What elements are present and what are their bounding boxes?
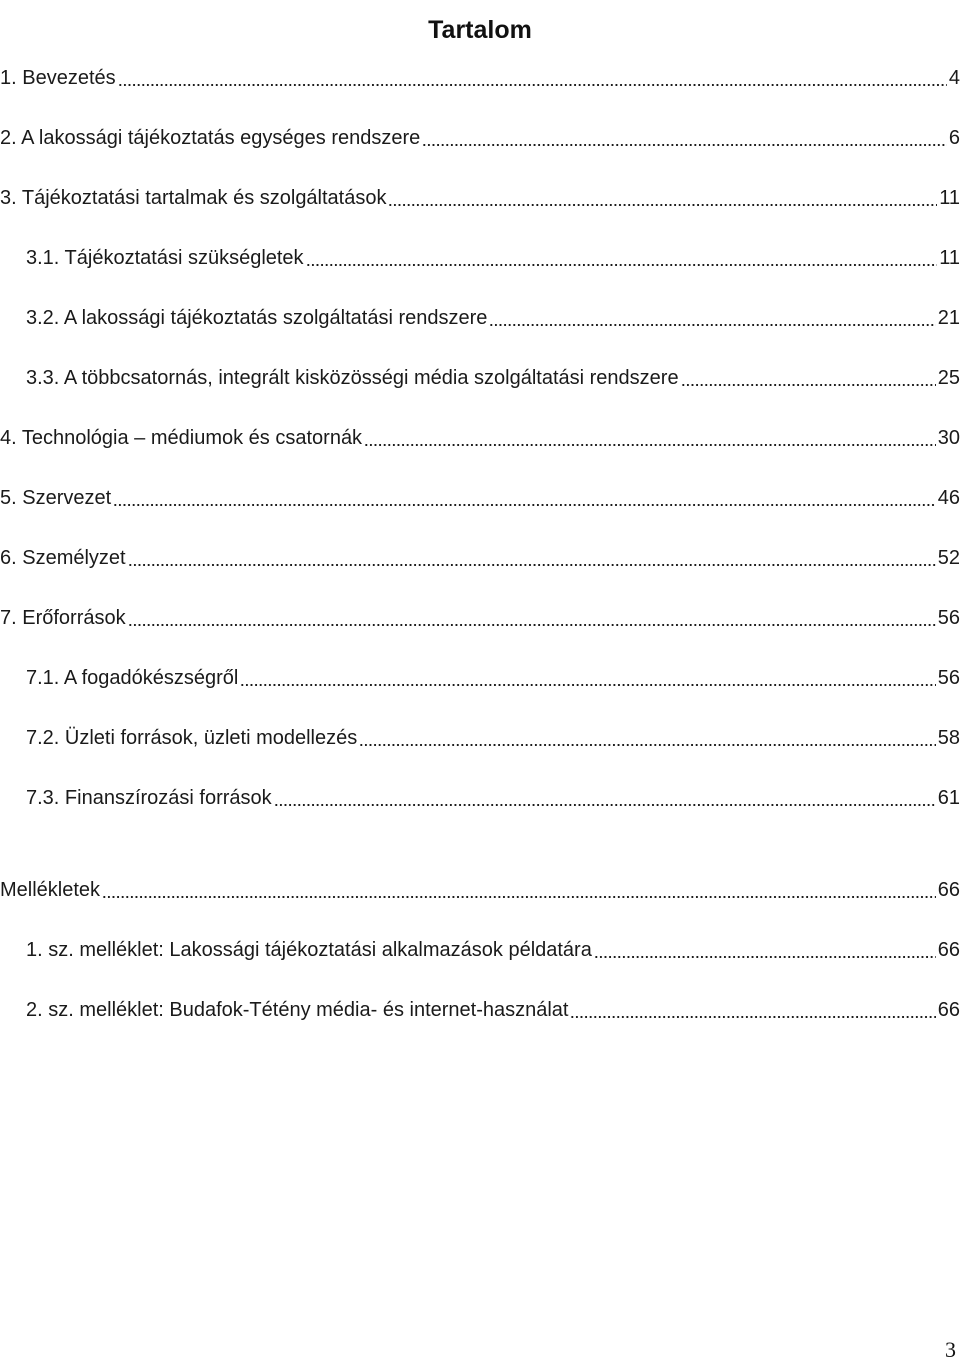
- dot-leader: [306, 246, 938, 270]
- dot-leader: [489, 306, 935, 330]
- toc-entry-page: 56: [937, 607, 960, 629]
- dot-leader: [274, 786, 936, 810]
- toc-entry-7[interactable]: [0, 604, 960, 634]
- toc-entry-label: 7.1. A fogadókészségről: [26, 667, 239, 689]
- dot-leader: [388, 186, 937, 210]
- toc-entry-page: 4: [948, 67, 960, 89]
- dot-leader: [364, 426, 936, 450]
- toc-entry-7-1[interactable]: [26, 664, 960, 694]
- toc-entry-label: Mellékletek: [0, 879, 101, 901]
- toc-entry-2[interactable]: [0, 124, 960, 154]
- toc-entry-1[interactable]: [0, 64, 960, 94]
- toc-entry-label: 3.3. A többcsatornás, integrált kisközösségi média szolgáltatási rendszere: [26, 367, 679, 389]
- toc-entry-label: 7.2. Üzleti források, üzleti modellezés: [26, 727, 358, 749]
- toc-entry-page: 21: [937, 307, 960, 329]
- toc-entry-page: 66: [937, 939, 960, 961]
- dot-leader: [570, 998, 935, 1022]
- dot-leader: [102, 878, 936, 902]
- toc-entry-label: 2. sz. melléklet: Budafok-Tétény média- és internet-használat: [26, 999, 569, 1021]
- toc-entry-label: 5. Szervezet: [0, 487, 112, 509]
- toc-entry-melleklet-2[interactable]: [26, 996, 960, 1026]
- toc-entry-label: 3.2. A lakossági tájékoztatás szolgáltatási rendszere: [26, 307, 488, 329]
- toc-entry-melleklet-1[interactable]: [26, 936, 960, 966]
- toc-entry-7-3[interactable]: [26, 784, 960, 814]
- dot-leader: [118, 66, 947, 90]
- toc-entry-label: 6. Személyzet: [0, 547, 126, 569]
- toc-entry-label: 7. Erőforrások: [0, 607, 126, 629]
- toc-entry-mellekletek[interactable]: [0, 876, 960, 906]
- toc-entry-page: 30: [937, 427, 960, 449]
- toc-entry-page: 6: [948, 127, 960, 149]
- dot-leader: [128, 606, 936, 630]
- toc-entry-page: 56: [937, 667, 960, 689]
- toc-entry-5[interactable]: [0, 484, 960, 514]
- toc-entry-page: 66: [937, 879, 960, 901]
- toc-entry-label: 3.1. Tájékoztatási szükségletek: [26, 247, 304, 269]
- dot-leader: [681, 366, 936, 390]
- toc-entry-page: 61: [937, 787, 960, 809]
- toc-entry-label: 3. Tájékoztatási tartalmak és szolgáltatások: [0, 187, 387, 209]
- toc-entry-page: 11: [939, 187, 960, 209]
- toc-entry-page: 58: [937, 727, 960, 749]
- toc-entry-6[interactable]: [0, 544, 960, 574]
- toc-entry-page: 25: [937, 367, 960, 389]
- toc-entry-7-2[interactable]: [26, 724, 960, 754]
- dot-leader: [240, 666, 935, 690]
- dot-leader: [359, 726, 936, 750]
- toc-entry-4[interactable]: [0, 424, 960, 454]
- toc-entry-label: 2. A lakossági tájékoztatás egységes rendszere: [0, 127, 421, 149]
- toc-entry-3-1[interactable]: [26, 244, 960, 274]
- toc-entry-label: 4. Technológia – médiumok és csatornák: [0, 427, 363, 449]
- page-number: 3: [945, 1337, 956, 1362]
- toc-entry-3-2[interactable]: [26, 304, 960, 334]
- toc-entry-label: 1. sz. melléklet: Lakossági tájékoztatási alkalmazások példatára: [26, 939, 592, 961]
- toc-entry-page: 11: [939, 247, 960, 269]
- dot-leader: [113, 486, 936, 510]
- page-title: Tartalom: [428, 15, 532, 44]
- toc-entry-3-3[interactable]: [26, 364, 960, 394]
- dot-leader: [422, 126, 947, 150]
- toc-entry-3[interactable]: [0, 184, 960, 214]
- dot-leader: [594, 938, 936, 962]
- toc-entry-page: 46: [937, 487, 960, 509]
- toc-entry-label: 1. Bevezetés: [0, 67, 116, 89]
- dot-leader: [128, 546, 936, 570]
- toc-entry-label: 7.3. Finanszírozási források: [26, 787, 272, 809]
- toc-entry-page: 52: [937, 547, 960, 569]
- toc-entry-page: 66: [937, 999, 960, 1021]
